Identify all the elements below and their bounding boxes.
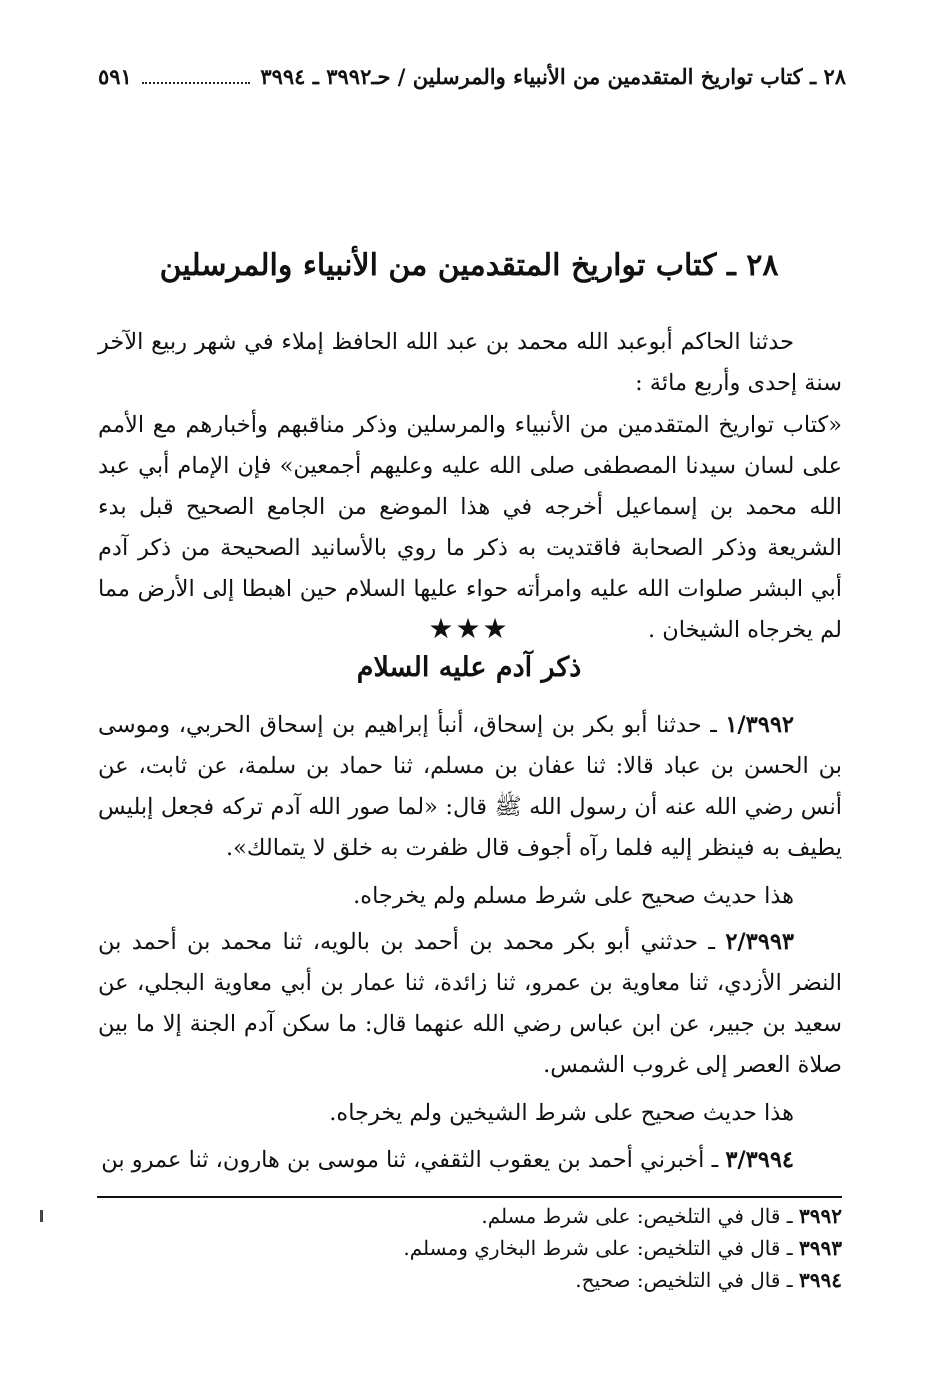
hadith-text: ـ حدثني أبو بكر محمد بن أحمد بن بالويه، ثنا محمد بن أحمد بن النضر الأزدي، ثنا معاوية بن عمرو، ثنا زائدة، ثنا عمار بن أبي معاوية البجلي، عن سعيد بن جبير، عن ابن عباس رضي الله عنهما قال: ما سكن آدم الجنة إلا ما بين صلاة العصر إلى غروب الشمس.: [98, 929, 842, 1078]
footnote-number: ٣٩٩٢: [799, 1204, 842, 1228]
hadith-grade: هذا حديث صحيح على شرط مسلم ولم يخرجاه.: [353, 883, 794, 909]
hadith-grade: هذا حديث صحيح على شرط الشيخين ولم يخرجاه.: [329, 1100, 794, 1126]
hadith-number: ١/٣٩٩٢: [725, 712, 794, 738]
hadith-paragraph: [98, 1140, 842, 1181]
page-number: ٥٩١: [98, 64, 132, 89]
preface-paragraph: «كتاب تواريخ المتقدمين من الأنبياء والمرسلين وذكر مناقبهم وأخبارهم مع الأمم على لسان سيدنا المصطفى صلى الله عليه وعليهم أجمعين» فإن الإمام أبي عبد الله محمد بن إسماعيل أخرجه في هذا الموضع من الجامع الصحيح قبل بدء الشريعة وذكر الصحابة فاقتديت به ذكر ما روي بالأسانيد الصحيحة من ذكر آدم أبي البشر صلوات الله عليه وامرأته حواء عليها السلام حين اهبطا إلى الأرض مما لم يخرجاه الشيخان .: [98, 412, 842, 643]
hadith-number: ٢/٣٩٩٣: [725, 929, 794, 955]
hadith-text: ـ حدثنا أبو بكر بن إسحاق، أنبأ إبراهيم بن إسحاق الحربي، وموسى بن الحسن بن عباد قالا: ثنا عفان بن مسلم، ثنا حماد بن سلمة، عن ثابت، عن أنس رضي الله عنه أن رسول الله ﷺ قال: «لما صور الله آدم تركه فجعل إبليس يطيف به فينظر إليه فلما رآه أجوف قال ظفرت به خلق لا يتمالك».: [98, 712, 842, 861]
leader-dots: [142, 72, 250, 84]
footnote-number: ٣٩٩٣: [799, 1236, 842, 1260]
intro-paragraph: حدثنا الحاكم أبوعبد الله محمد بن عبد الله الحافظ إملاء في شهر ربيع الآخر سنة إحدى وأربع مائة :: [98, 329, 842, 396]
footnote: [98, 1264, 842, 1296]
footnote-rule: [97, 1196, 842, 1198]
margin-mark: [40, 1210, 43, 1222]
footnote-number: ٣٩٩٤: [799, 1268, 842, 1292]
section-title: ذكر آدم عليه السلام: [356, 652, 582, 683]
section-separator: ★★★: [428, 612, 510, 645]
footnotes: [98, 1200, 842, 1296]
footnote: [98, 1232, 842, 1264]
chapter-title: ٢٨ ـ كتاب تواريخ المتقدمين من الأنبياء والمرسلين: [159, 248, 779, 283]
hadith-text: ـ أخبرني أحمد بن يعقوب الثقفي، ثنا موسى بن هارون، ثنا عمرو بن: [101, 1147, 719, 1173]
hadith-paragraph: [98, 705, 842, 869]
footnote-text: ـ قال في التلخيص: صحيح.: [575, 1268, 793, 1292]
footnote: [98, 1200, 842, 1232]
hadith-number: ٣/٣٩٩٤: [725, 1147, 794, 1173]
hadith-paragraph: [98, 922, 842, 1086]
footnote-text: ـ قال في التلخيص: على شرط البخاري ومسلم.: [403, 1236, 793, 1260]
running-title: ٢٨ ـ كتاب تواريخ المتقدمين من الأنبياء والمرسلين / حـ٣٩٩٢ ـ ٣٩٩٤: [260, 64, 846, 89]
footnote-text: ـ قال في التلخيص: على شرط مسلم.: [481, 1204, 793, 1228]
running-header: [98, 64, 846, 89]
